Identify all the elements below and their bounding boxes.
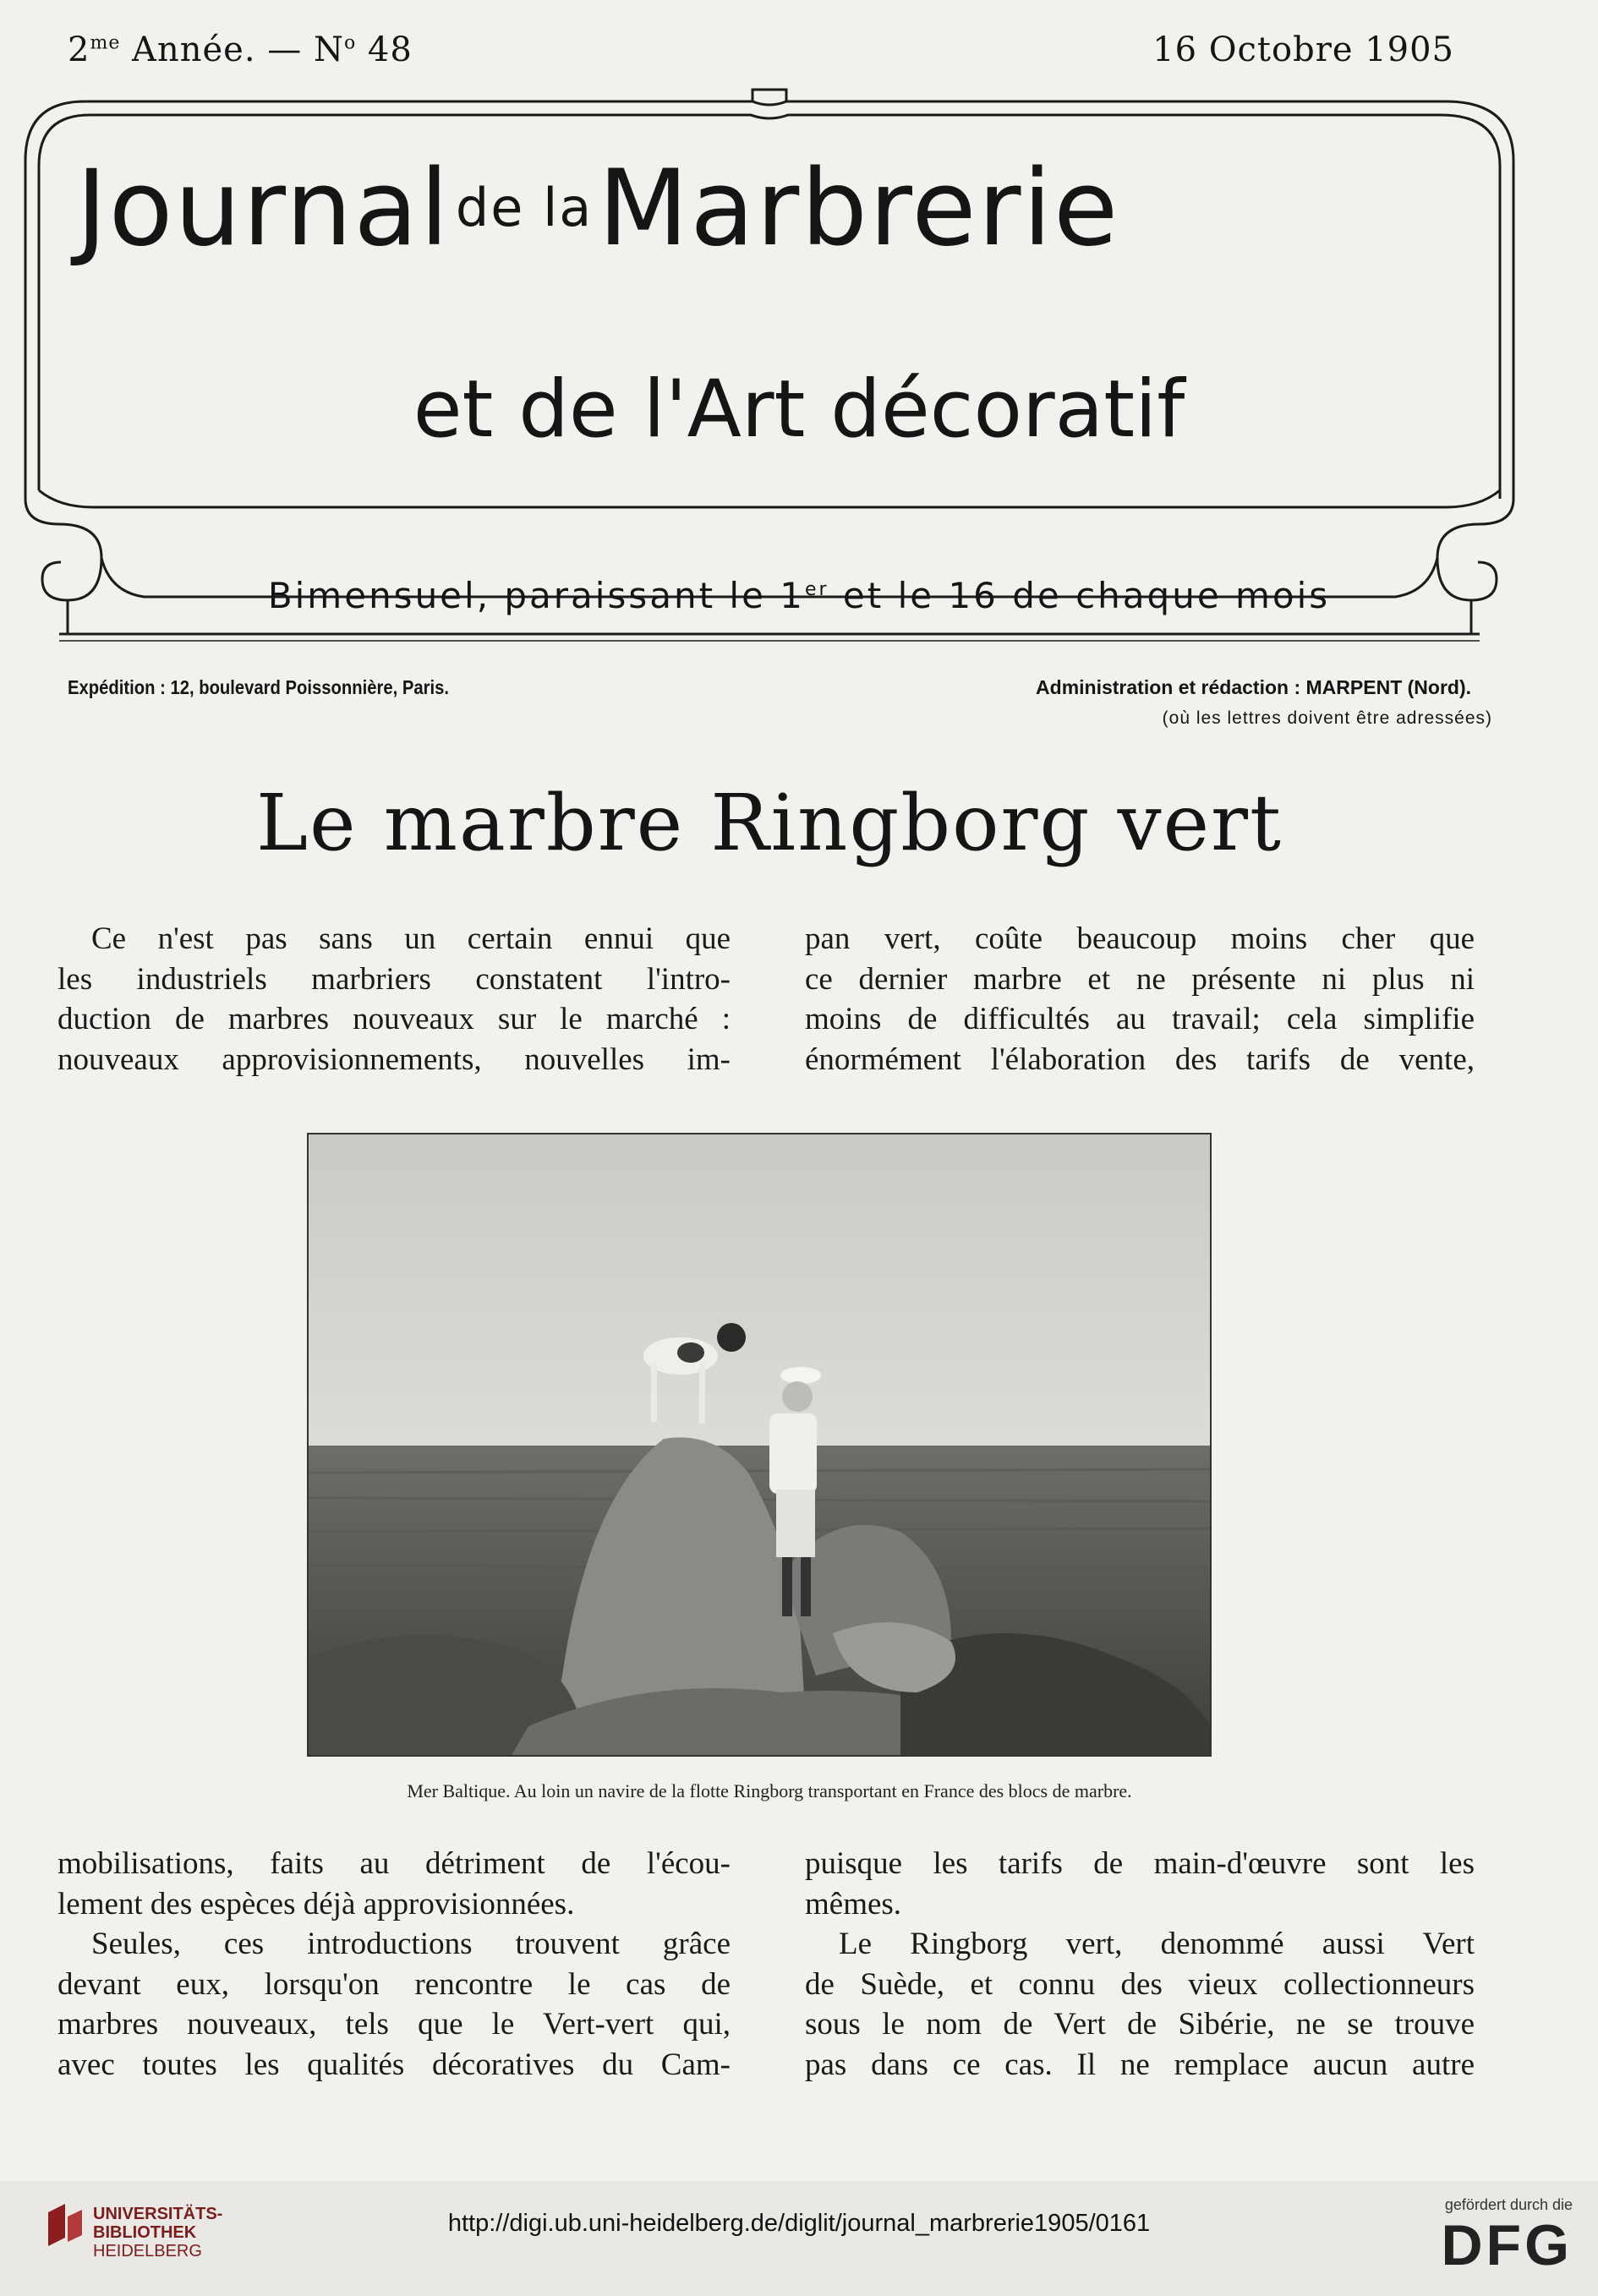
footer-bar [0,2181,1598,2296]
text-line: puisque les tarifs de main-d'œuvre sont les [805,1846,1475,1881]
text-line: mobilisations, faits au détriment de l'écou- [57,1846,731,1881]
text-line: devant eux, lorsqu'on rencontre le cas de [57,1966,731,2002]
publication-frequency: Bimensuel, paraissant le 1er et le 16 de chaque mois [267,575,1331,616]
issue-date: 16 Octobre 1905 [1152,30,1454,69]
funded-by-text: gefördert durch die [1444,2196,1573,2213]
text-line: duction de marbres nouveaux sur le marché : [57,1002,731,1036]
text-line: ce dernier marbre et ne présente ni plus ni [805,961,1475,997]
article-column-3 [57,1844,731,2085]
expedition-address: Expédition : 12, boulevard Poissonnière, Paris. [68,676,450,698]
text-line: avec toutes les qualités décoratives du Cam- [57,2047,731,2082]
text-line: sous le nom de Vert de Sibérie, ne se trouve [805,2007,1475,2042]
article-column-4 [805,1844,1475,2085]
library-line-3: HEIDELBERG [93,2242,202,2260]
text-line: Seules, ces introductions trouvent grâce [91,1927,731,1961]
photo-image [309,1134,1210,1755]
dfg-logo: DFG [1441,2213,1573,2277]
article-column-1 [57,919,731,1080]
journal-title: Journalde laMarbrerie [76,148,1120,270]
text-line: moins de difficultés au travail; cela simplifie [805,1002,1475,1036]
text-line: Ce n'est pas sans un certain ennui que [91,921,731,956]
text-line: Le Ringborg vert, denommé aussi Vert [839,1927,1475,1961]
text-line: énormément l'élaboration des tarifs de vente, [805,1041,1475,1077]
article-column-2 [805,919,1475,1080]
text-line: pas dans ce cas. Il ne remplace aucun autre [805,2047,1475,2082]
source-url-link[interactable]: http://digi.ub.uni-heidelberg.de/diglit/journal_marbrerie1905/0161 [447,2210,1151,2237]
text-line: marbres nouveaux, tels que le Vert-vert qui, [57,2007,731,2042]
letters-note: (où les lettres doivent être adressées) [1162,708,1492,728]
text-line: les industriels marbriers constatent l'intro- [57,961,731,997]
text-line: nouveaux approvisionnements, nouvelles im- [57,1041,731,1077]
text-line: de Suède, et connu des vieux collectionneurs [805,1966,1475,2002]
text-line: mêmes. [805,1886,902,1922]
baltic-sea-photo [307,1133,1212,1757]
article-title: Le marbre Ringborg vert [255,778,1283,868]
issue-number: $2^{me}$ Année. — $N^o$ 48 [68,30,413,69]
text-line: lement des espèces déjà approvisionnées. [57,1886,575,1922]
library-line-2: BIBLIOTHEK [93,2223,197,2242]
journal-subtitle-art: et de l'Art décoratif [413,364,1185,456]
text-line: pan vert, coûte beaucoup moins cher que [805,921,1475,956]
photo-caption: Mer Baltique. Au loin un navire de la flotte Ringborg transportant en France des blocs de marbre. [407,1780,1132,1801]
administration-address: Administration et rédaction : MARPENT (Nord). [1036,676,1471,698]
library-line-1: UNIVERSITÄTS- [93,2205,223,2223]
